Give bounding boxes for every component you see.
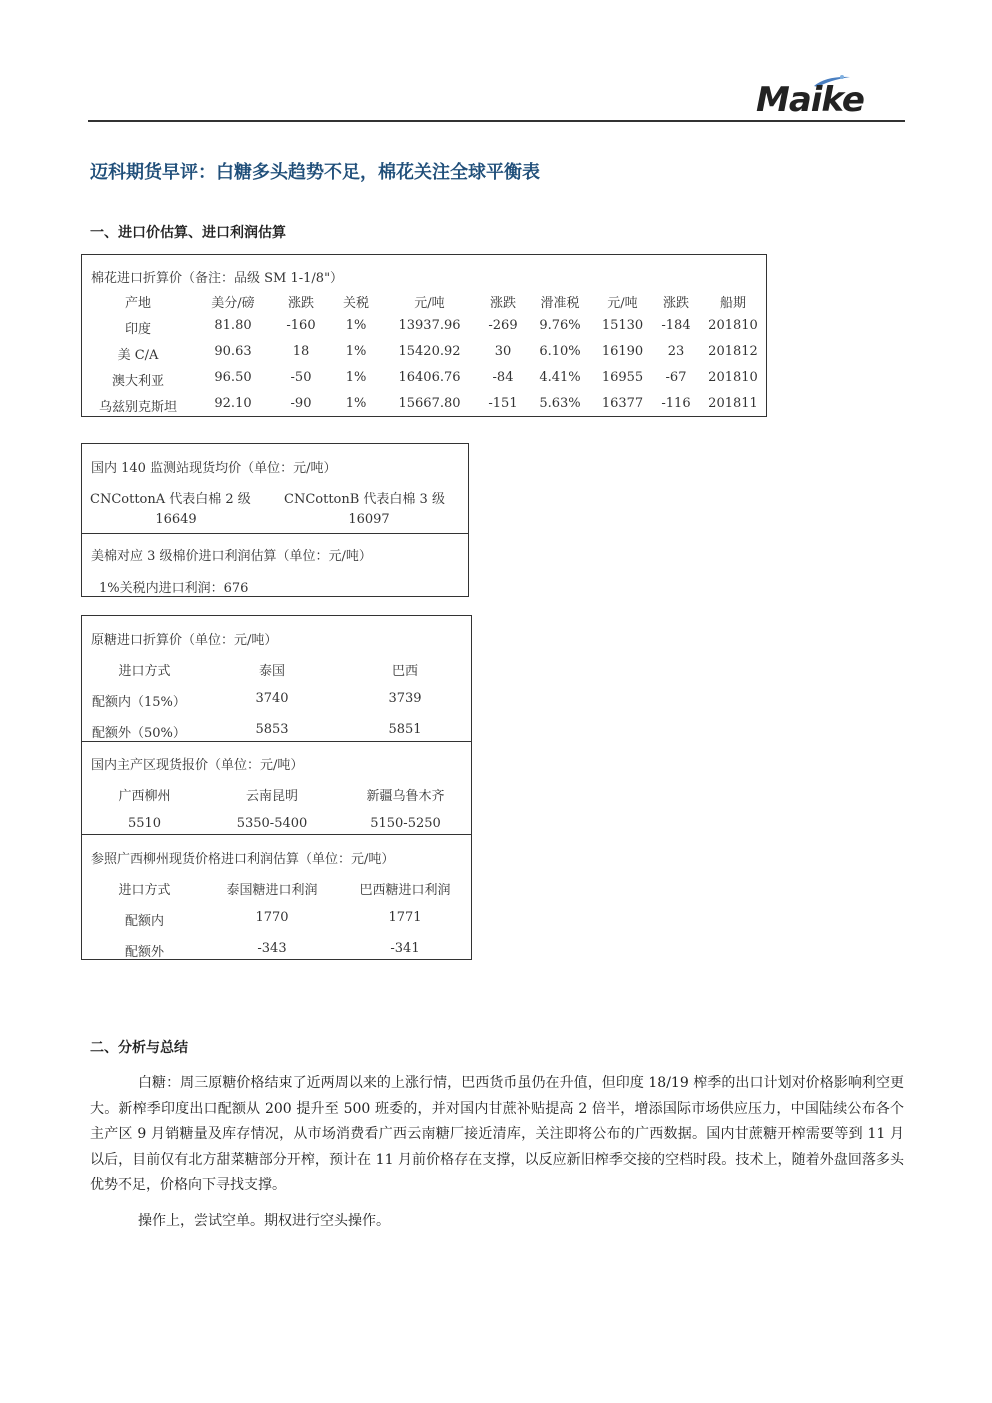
cell: 5350-5400 (236, 816, 308, 831)
cell: 5853 (255, 722, 289, 737)
cncotton-b-label: CNCottonB 代表白棉 3 级 (284, 492, 445, 507)
cell: 15420.92 (398, 344, 461, 359)
header-cell: 广西柳州 (118, 789, 171, 804)
cell: 201810 (708, 318, 758, 333)
row-divider (82, 533, 468, 534)
cell: 1% (345, 396, 367, 411)
cell: -184 (661, 318, 691, 333)
cell: -269 (488, 318, 518, 333)
row-divider (82, 834, 471, 835)
header-cell: 巴西糖进口利润 (359, 883, 451, 898)
cncotton-a-label: CNCottonA 代表白棉 2 级 (90, 492, 251, 507)
header-cell: 元/吨 (607, 296, 638, 311)
cell: -84 (492, 370, 514, 385)
cell: 配额内（15%） (92, 695, 186, 710)
cell: 3740 (255, 691, 289, 706)
cell: 16955 (601, 370, 644, 385)
cell: 15667.80 (398, 396, 461, 411)
cell: 201812 (708, 344, 758, 359)
cotton-import-caption: 棉花进口折算价（备注：品级 SM 1-1/8"） (91, 271, 344, 286)
cell: 1% (345, 318, 367, 333)
cell: 配额外 (124, 945, 164, 960)
cell: 3739 (388, 691, 422, 706)
header-cell: 船期 (719, 296, 746, 311)
cell: 18 (292, 344, 310, 359)
cell: 96.50 (214, 370, 252, 385)
maike-logo (756, 74, 891, 120)
row-divider (82, 741, 471, 742)
page-title: 迈科期货早评：白糖多头趋势不足，棉花关注全球平衡表 (90, 162, 540, 183)
cell: 16190 (601, 344, 644, 359)
header-cell: 云南昆明 (245, 789, 298, 804)
header-divider (88, 120, 905, 122)
sugar-table (81, 615, 472, 960)
header-cell: 进口方式 (118, 883, 171, 898)
cell: 9.76% (539, 318, 581, 333)
header-cell: 滑准税 (540, 296, 580, 311)
cell: -50 (290, 370, 312, 385)
cell: 1% (345, 370, 367, 385)
cell: 5150-5250 (370, 816, 441, 831)
cotton-profit-text: 1%关税内进口利润：676 (99, 581, 249, 596)
cell: 92.10 (214, 396, 252, 411)
header-cell: 美分/磅 (211, 296, 255, 311)
header-cell: 进口方式 (118, 664, 171, 679)
cotton-domestic-caption: 国内 140 监测站现货均价（单位：元/吨） (91, 461, 337, 476)
logo-text: Maike (756, 80, 864, 120)
header-cell: 泰国糖进口利润 (226, 883, 318, 898)
header-cell: 元/吨 (414, 296, 445, 311)
cell: -116 (661, 396, 691, 411)
header-cell: 泰国 (258, 664, 285, 679)
cell: 201810 (708, 370, 758, 385)
cell: 90.63 (214, 344, 252, 359)
cell: 6.10% (539, 344, 581, 359)
cell: -160 (286, 318, 316, 333)
section2-heading: 二、分析与总结 (90, 1040, 188, 1056)
cotton-profit-caption: 美棉对应 3 级棉价进口利润估算（单位：元/吨） (91, 549, 372, 564)
cell: 美 C/A (117, 348, 159, 363)
sugar-import-caption: 原糖进口折算价（单位：元/吨） (91, 633, 278, 648)
cell: 乌兹别克斯坦 (98, 400, 177, 415)
header-cell: 涨跌 (489, 296, 516, 311)
cell: -90 (290, 396, 312, 411)
cell: 配额外（50%） (92, 726, 186, 741)
cell: 澳大利亚 (111, 374, 164, 389)
cell: 30 (494, 344, 512, 359)
cell: 5510 (127, 816, 162, 831)
cell: 16377 (601, 396, 644, 411)
cell: 5851 (388, 722, 422, 737)
sugar-profit-caption: 参照广西柳州现货价格进口利润估算（单位：元/吨） (91, 852, 395, 867)
cncotton-a-value: 16649 (155, 512, 197, 527)
cell: 配额内 (124, 914, 164, 929)
cell: 23 (667, 344, 685, 359)
header-cell: 新疆乌鲁木齐 (366, 789, 445, 804)
cotton-domestic-table (81, 443, 469, 597)
cell: 201811 (708, 396, 758, 411)
cell: 15130 (601, 318, 644, 333)
header-cell: 关税 (342, 296, 369, 311)
cell: 81.80 (214, 318, 252, 333)
cotton-import-table (81, 254, 767, 417)
cncotton-b-value: 16097 (348, 512, 390, 527)
cell: 1% (345, 344, 367, 359)
sugar-spot-caption: 国内主产区现货报价（单位：元/吨） (91, 758, 304, 773)
cell: 印度 (124, 322, 151, 337)
operation-paragraph: 操作上，尝试空单。期权进行空头操作。 (138, 1213, 390, 1229)
section1-heading: 一、进口价估算、进口利润估算 (90, 225, 286, 241)
cell: -341 (390, 941, 420, 956)
cell: 16406.76 (398, 370, 461, 385)
header-cell: 产地 (124, 296, 151, 311)
cell: 5.63% (539, 396, 581, 411)
analysis-paragraph: 白糖：周三原糖价格结束了近两周以来的上涨行情，巴西货币虽仍在升值，但印度 18/19 榨季的出口计划对价格影响利空更大。新榨季印度出口配额从 200 提升至 500 班委的，并对国内甘蔗补贴提高 2 倍半，增添国际市场供应压力，中国陆续公布各个主产区 9 月销糖量及库存情况，从市场消费看广西云南糖厂接近清库，关注即将公布的广西数据。国内甘蔗糖开榨需要等到 11 月以后，目前仅有北方甜菜糖部分开榨，预计在 11 月前价格存在支撑，以反应新旧榨季交接的空档时段。技术上，随着外盘回落多头优势不足，价格向下寻找支撑。 (90, 1075, 904, 1193)
cell: 13937.96 (398, 318, 461, 333)
cell: 1771 (388, 910, 422, 925)
cell: -151 (488, 396, 518, 411)
cell: -67 (665, 370, 687, 385)
cell: 1770 (255, 910, 289, 925)
header-cell: 巴西 (391, 664, 418, 679)
cell: -343 (257, 941, 287, 956)
header-cell: 涨跌 (287, 296, 314, 311)
cell: 4.41% (539, 370, 581, 385)
header-cell: 涨跌 (662, 296, 689, 311)
